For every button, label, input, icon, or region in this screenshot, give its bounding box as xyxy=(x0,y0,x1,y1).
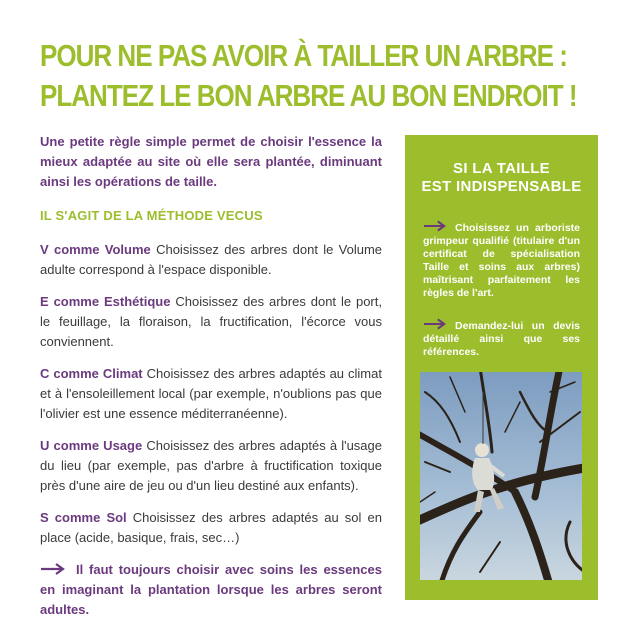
rule-key: E comme Esthétique xyxy=(40,294,171,309)
title-line-2: PLANTEZ LE BON ARBRE AU BON ENDROIT ! xyxy=(40,78,577,113)
panel-advice-2 xyxy=(423,318,580,359)
sidebar-panel xyxy=(405,135,598,600)
panel-advice-1-text: Choisissez un arboriste grimpeur qualifié (titulaire d'un certificat de spécialisation Taille et soins aux arbres) maîtrisant parfaitement les règles de l'art. xyxy=(423,222,580,299)
arrow-right-icon xyxy=(423,318,447,330)
intro-paragraph: Une petite règle simple permet de choisir l'essence la mieux adaptée au site où elle sera plantée, diminuant ainsi les opérations de taille. xyxy=(40,134,382,189)
page-title xyxy=(40,36,577,116)
method-heading: IL S'AGIT DE LA MÉTHODE VECUS xyxy=(40,208,263,223)
final-note xyxy=(40,560,382,620)
rule-volume xyxy=(40,240,382,280)
arrow-right-icon xyxy=(423,220,447,232)
panel-title-line-1: SI LA TAILLE xyxy=(453,160,550,177)
panel-advice-2-text: Demandez-lui un devis détaillé ainsi que ses références. xyxy=(423,320,580,358)
title-line-1: POUR NE PAS AVOIR À TAILLER UN ARBRE : xyxy=(40,38,567,73)
rule-usage xyxy=(40,436,382,496)
rule-key: V comme Volume xyxy=(40,242,151,257)
rule-esthetique xyxy=(40,292,382,352)
rule-climat xyxy=(40,364,382,424)
final-note-text: Il faut toujours choisir avec soins les essences en imaginant la plantation lorsque les arbres seront adultes. xyxy=(40,562,382,617)
rule-key: U comme Usage xyxy=(40,438,143,453)
rule-key: C comme Climat xyxy=(40,366,143,381)
panel-title xyxy=(405,160,598,196)
main-column xyxy=(40,132,382,633)
arborist-photo xyxy=(420,372,582,580)
rule-sol xyxy=(40,508,382,548)
rule-key: S comme Sol xyxy=(40,510,127,525)
rule-text: Choisissez des arbres adaptés à l'usage du lieu (par exemple, pas d'arbre à fructification toxique près d'une aire de jeu ou d'un lieu destiné aux enfants). xyxy=(40,438,382,493)
rule-text: Choisissez des arbres adaptés au sol en place (acide, basique, frais, sec…) xyxy=(40,510,383,545)
rule-text: Choisissez des arbres adaptés au climat et à l'ensoleillement local (par exemple, n'oublions pas que l'olivier est une essence méditerranéenne). xyxy=(40,366,382,421)
rule-text: Choisissez des arbres dont le port, le feuillage, la floraison, la fructification, l'écorce vous conviennent. xyxy=(40,294,382,349)
panel-advice-1 xyxy=(423,220,580,300)
arrow-right-icon xyxy=(40,563,66,575)
rule-text: Choisissez des arbres dont le Volume adulte correspond à l'espace disponible. xyxy=(40,242,382,277)
panel-title-line-2: EST INDISPENSABLE xyxy=(421,178,582,195)
